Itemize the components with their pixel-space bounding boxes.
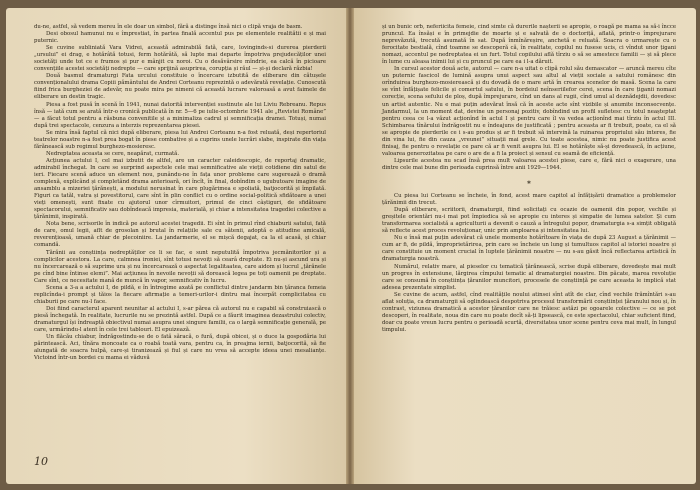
- paragraph: In cursul acestor două acte, autorul — care n-a uitat o clipă rolul său demascator — aruncă mereu cîte un puternic fascicol de lumină asupra unui aspect sau altul al vieții sociale a satului românesc din orînduirea burghezo-mosierească și du dovadă de o mare artă în crearea scenelor de masă. Scena la care se vînt înfățișate felicile și comertul satului, în bordeiul neînseriilefor cerei, scena în care țiganii nomazi corecție, scena sefului de ploș, după împrejurare, cînd un dans al rugii, cînd umul al deznădejdii, dovedesc un artist autentic. Nu e mai puțin adevărat însă că în aceste acte sînt vizibile și anumite inconsecvențe. Jandarmul, la un moment dat, devine un personaj pozitiv, dobîndind un profil sufletesc cu totul neașteptat pentru ceea ce l-a văzut acționînd în actul I și pentru care îl va vedea acționînd mai tîrziu în actul III. Schimbarea tînărului îndrăgostit nu e îndeajuns de justificată ; pentru aceasta ar fi trebuit, poate, ca el să se apropie de pierderile ce i s-au produs și ar fi trebuit să intervină la ruinarea propriului său interes, fie din vina lui, fie din cauza „vreunei” situații mai grele. Cu toate acestea, nimic nu poate justifica acest finisaj, fie pentru o revelație ce pare că ar fi venit asupra lui. El se hotărăște să-și dovedească, în acțiune, valoarea generozitatea pe care o are de a fi la proiect și sensul cu seamă de eficiență.: [382, 66, 676, 157]
- paragraph: Scena a 3-a a actului I, de pildă, e în întregime axată pe conflictul dintre jandarm bin țăranca femeia replicînda-i prompt și tăios la fiecare afirmație a temeri-urilor-i dintru mai încerpăt complicitatea cu chiaburii pe care nu-l face.: [34, 284, 326, 305]
- right-text-column: [382, 24, 676, 334]
- paragraph: După eliberare, scriitorii, dramaturgii, fiind solicitați cu ocazie de oamenii din popor, vechile și greșitele orientări nu-i mai pot împiedica să se apropie cu interes și simpatie de lumea satelor. Și cum transformarea socialistă a agriculturii a devenit o cauză a întregului popor, dramaturgia s-a simțit obligată să reflecte acest proces revoluționar, unic prin amploarea și intensitatea lui.: [382, 207, 676, 235]
- paragraph: du-ne, astfel, să vedem mereu în ele doar un simbol, fără a distinge însă nici o clipă vraja de basm.: [34, 24, 303, 30]
- book-gutter: [346, 8, 354, 484]
- paragraph: Desi obosul hamunui nu e împrestiat, în partea finală accentul pus pe elementele realitătii e și mai puternic.: [34, 31, 326, 45]
- left-page: [6, 8, 346, 484]
- left-text-column: [34, 24, 326, 362]
- paragraph: Cu piesa lui Corteanu se încheie, în fond, acest mare capitol al înfățișării dramatice a problemelor țărănimii din trecut.: [382, 193, 676, 207]
- section-separator: *: [527, 178, 531, 188]
- paragraph: Se cuvine subliniată Vara Vidrei, această admirabilă fată, care, lovinginds-si durerea pierderii „ursului” ei drag, e hotărâtă totusi, ferm hotărâtă, să lupte mai departe împotriva prejudecăților unei societăți unde tot ce e frumos și pur e mânjit cu noroi. Cu o desăvârsire mîndrie, ea calcă în picioare convențiile acestei societăți nedrepte — care sprijină asuprirea, corupția și răul — și-și declară răzbia!: [34, 45, 326, 73]
- paragraph: Două basmul dramaturgi Fata urcului constituie o încercare izbutită de eliberare din cătușele convenționalului drama Copiii pământului de Andrei Corteanu reprezintă o adevărată revelație. Cunoscută fiind frica burgheziei de adevăr, nu poate mira pe nimeni că această lucrare valoroasă a avut faimele de eliberare un destin tragic.: [34, 73, 326, 101]
- paragraph: Numărul, relativ mare, al pieselor cu tematică țărănească, scrise după eliberare, dovedește mai mult un progres în extensiune, lărgirea cîmpului tematic al dramaturgiei noastre. Din păcate, marea revoluție care se consumă în conștiința țăranilor muncitori, procesele de conștiință pe care aceasta le implică stat adesea prezentate simplist.: [382, 263, 676, 291]
- paragraph: Se mira însă faptul că nici după eliberare, piesa lui Andrei Corteanu n-a fost reluată, deși repertoriul teatrelor noastre n-a fost prea bogat în piese combative și a cuprins unele lucrări slabe, inspirate din viața fărănească sub regimul burghezo-mosieresc.: [34, 129, 326, 150]
- right-page: [354, 8, 696, 484]
- paragraph: Piesa a fost pusă în scenă în 1941, nunai datorită intervenției sustinute ale lui Liviu Rebreanu. Repus însă — iată cum se arată într-o cronică publicată în nr. 5—6 pe iulie-octombrie 1941 ale „Revistei Române” — a făcut totul pentru a răsbuna convenitile și a minimaliza cadrul și semnificația dramei. Totuși, numai după trei spectacole, cenzura a interzis reprezentarea piesei.: [34, 101, 326, 129]
- paragraph: Acțiunea actului I, cel mai izbutit de altfel, are un caracter caleidoscopic, de reportaj dramatic, admirabil închegat. In care se surprind aspectele cele mai semnificative ale vieții cotidiene din satul de ieri. Fiecare scenă aduce un element nou, punându-ne în fața unor probleme care sugerează o dramă complexă, explicând și completând drama anterioară, ori încît, în final, dobîndim o ugubutoare imagine de ansamblu a mizeriei țărănești, a modului nerusinat în care plugărimea e spoliată, batjocorită și împilată. Figuri ca tatăl, vatra și povestitorul, care sînt în plin conflict cu o ordine social-politică sfidătoare a unei vieți omenești, sunt fixate cu ajutorul unor cîrmuitori, primul de cinci câștiguri, de sfidătoare spectacorului, semnificativ sau dobîndeacă impresia, materială, și chiar a intensitatea tragediei colective a țărănimii, inspirată.: [34, 157, 326, 221]
- paragraph: Doi fiind caracterul aparent neunitar al actului I, s-ar părea că autorul nu e capabil să construiască o piesă închegată. In realitate, lucrurile nu se prezintă astfel. După ce a făurit imaginea dezastrului colectiv, dramaturgul își îndreaptă obiectivul numai asupra unei singure familii, ca o largă semnificație generală, pe care, urmărindu-l atent în cele trei tablouri. El epuizează.: [34, 305, 326, 334]
- paragraph: Nedreptatea aceasta se cere, neapărat, curmată.: [46, 150, 180, 157]
- paragraph: Un flăcău chiabur, îndrăgostindu-se de o fată săracă, o fură, după obicei, și o duce la gospodăria lui părintească. Aci, tînăra moncoate ca o roabă toată vara, pentru ca, în preajma iernii, batjocorită, să fie alungată de soacra hulpă, care-și tiranizează și fiul și care nu vrea să accepte ideea unei mesalianțe. Victoind într-un bordei cu mama ei văduvă: [34, 334, 326, 362]
- paragraph: Nota bene, scrisorile în indică pe autorul acestei tragedii. Ei sînt în primul rînd chiaburii satului, fată de care, omul legii, aflt de grosolan și brutal în relațiile sale cu sătenii, adoptă o atitudine amicală, reverențioasă, umană chiar de plecoiniire. La jandarmerie, el se mișcă degajat, ca la el acasă, și chiar comandă.: [34, 221, 326, 249]
- paragraph: și un bunic orb, neferiicita femeie, cind simte că durerile nașterii se apropie, o roagă pe mama sa să-i încce pruncul. Ea însăși e în primejdie de moarte și e salvată de o doctoriță, aflată, printr-o împrejurare neprevăzută, trecută asumată în sat. După înmînăreșire, anchetă e reluată. Soacra o urmarește cu o ferocitate bestială, cînd toamne se descoperă că, în realitate, copilul nu fusese ucis, ci vîndut unor țigani nomazi, accentul pe nedreptatea ei un furt. Totul copilului află tîrziu o să se amestece familii — și să plece în lume cu aleasa inimii lui și cu pruncul pe care ea i l-a dăruit.: [382, 24, 676, 66]
- paragraph: Tărănii au conștiința nedreptăților ce li se fac, e sunt neputulită împotriva jecmănitorilor și a complicilor acestora. La care, calmnea ironiei, sînt totusi nevoiți să cearâ dreptate. Ei nu-și ascund ura și nu încercarează o să suprime ura și nu încercarează o aspectat legalitaatea, care aidom și lucrul „țărănele pe cînd bine întinse elemi”. Mai acțiunea în nevoile nevoții să dorească legea pe toți oamenii pe dreptate. Care sînt, ce necesitate mană de muncă în vapor, semnificativ în lucru.: [34, 249, 326, 284]
- paragraph: Nu e însă mai puțin adevărat că unele momente hotărîtoare în viața de după 23 August a țărănimii — cum ar fi, de pildă, împroprietărirea, prin care se încheie un lung și tumultuos capitol al istoriei noastre și care constituie un moment crucial în luptele țărănimii noastre — nu s-au găsit încă reflectarea artistică în dramaturgia noastră.: [382, 235, 676, 263]
- page-number: 10: [34, 455, 48, 468]
- paragraph: Lipsurile acestea nu scad însă prea mult valoarea acestei piese, care e, fără nici o exagerare, una dintre cele mai bune din perioada cuprinsă între anii 1929—1944.: [382, 157, 676, 171]
- paragraph: Se cuvine de acum, astfel, cînd realitățile noului atinsei sînt atît de clar, cînd vechile frămîntări s-au aflat soluția, ca dramaturgii să oglindească despotriva procesul transformării conștiinței țăranului nou și, în contrast, viziunea dramatică a acestor țăranilor care ne trăiesc astăzi pe ogoarele colective — ce se pot descoperi, în realitate, noua din care nu poate decît să-ți lipsească, ce este spectacolul, chiar suficient fiind, doar cu poate vreun lucru pentru o perioadă scurtă, diversitatea unor scene pentru ceva mai mult, în lungul timpului.: [382, 291, 676, 333]
